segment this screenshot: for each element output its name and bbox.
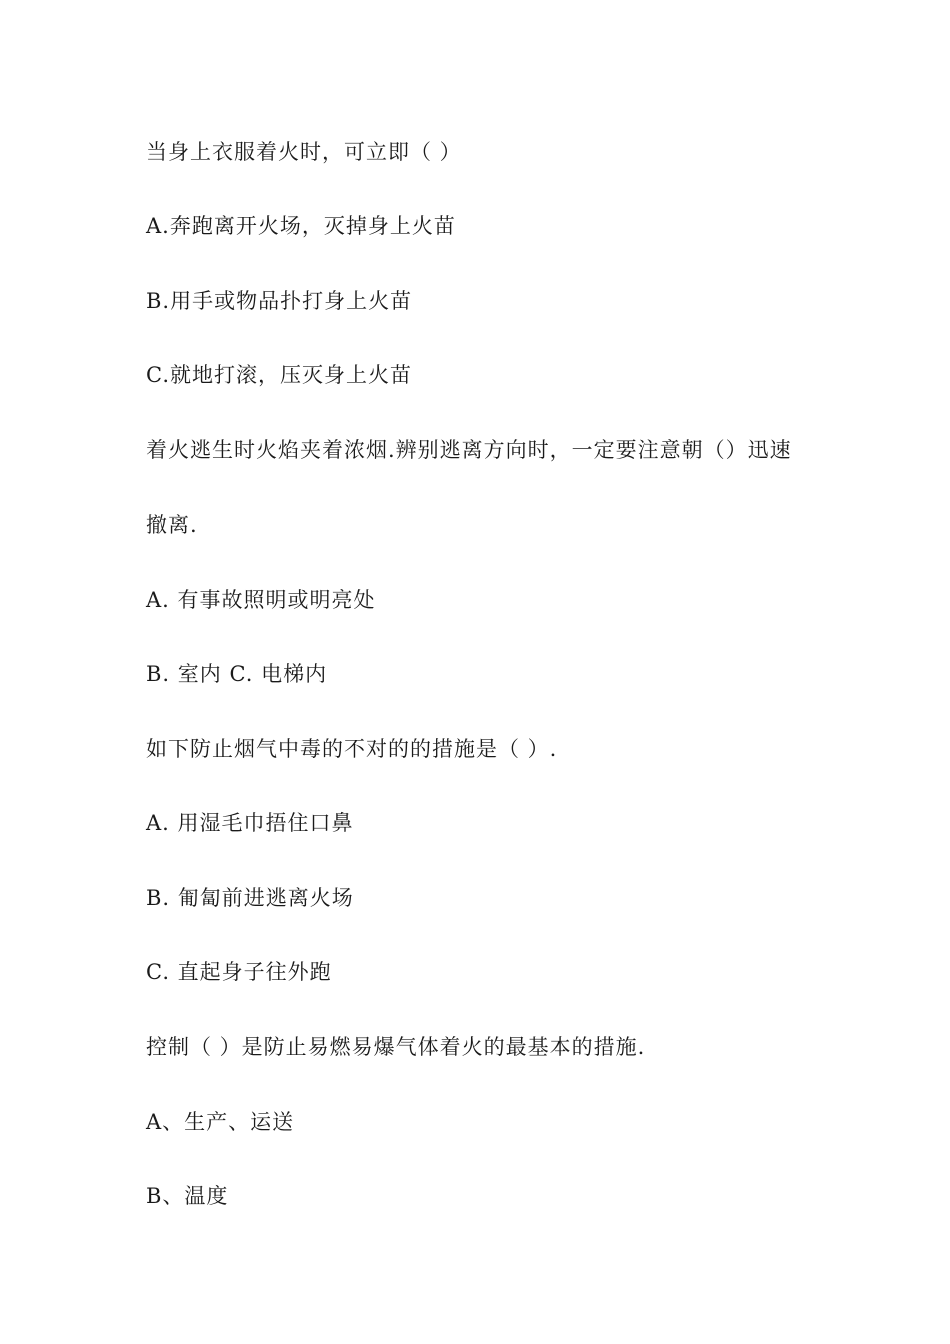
question-2-text-continued: 撤离.: [146, 513, 198, 537]
question-1-option-b: B.用手或物品扑打身上火苗: [146, 289, 413, 313]
question-4-option-b: B、温度: [146, 1184, 229, 1208]
question-1-text: 当身上衣服着火时，可立即（ ）: [146, 140, 462, 164]
question-3-option-c: C. 直起身子往外跑: [146, 960, 332, 984]
question-1-option-a: A.奔跑离开火场，灭掉身上火苗: [146, 214, 456, 238]
question-2-option-a: A. 有事故照明或明亮处: [146, 588, 376, 612]
question-2-text: 着火逃生时火焰夹着浓烟.辨别逃离方向时，一定要注意朝（）迅速: [146, 438, 792, 462]
question-4-option-a: A、生产、运送: [146, 1110, 295, 1134]
question-1-option-c: C.就地打滚，压灭身上火苗: [146, 363, 412, 387]
question-2-option-b-c: B. 室内 C. 电梯内: [146, 662, 328, 686]
question-3-text: 如下防止烟气中毒的不对的的措施是（ ）.: [146, 737, 558, 761]
question-3-option-a: A. 用湿毛巾捂住口鼻: [146, 811, 354, 835]
question-4-text: 控制（ ）是防止易燃易爆气体着火的最基本的措施.: [146, 1035, 646, 1059]
question-3-option-b: B. 匍匐前进逃离火场: [146, 886, 354, 910]
